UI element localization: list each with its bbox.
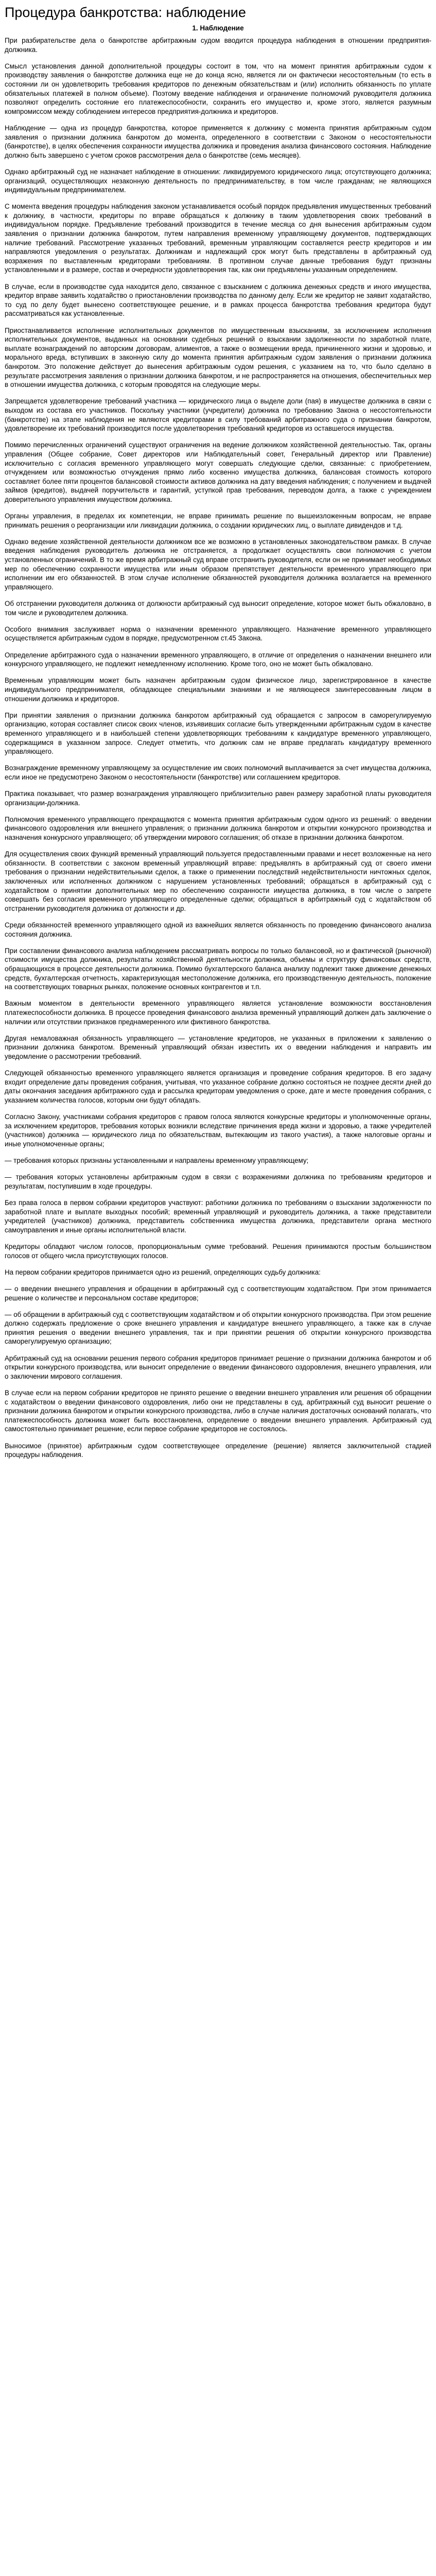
paragraph: Помимо перечисленных ограничений существуют ограничения на ведение должником хозяйственной деятельностью. Так, органы управления (Общее собрание, Совет директоров или Наблюдательный совет, Генеральный директор или Правление) исключительно с согласия временного управляющего могут совершать следующие сделки, связанные: с приобретением, отчуждением или возможностью отчуждения прямо либо косвенно имущества должника, балансовая стоимость которого составляет более пяти процентов балансовой стоимости активов должника на дату введения наблюдения; с получением и выдачей займов (кредитов), выдачей поручительств и гарантий, уступкой прав требования, переводом долга, а также с учреждением доверительного управления имуществом должника. bbox=[5, 441, 431, 503]
paragraph: Для осуществления своих функций временный управляющий пользуется предоставленными правами и несет возложенные на него обязанности. В соответствии с законом временный управляющий вправе: предъявлять в арбитражный суд от своего имени требования о признании недействительными сделок, а также о применении последствий недействительности ничтожных сделок, заключенных или исполненных должником с нарушением установленных требований; обращаться в арбитражный суд с ходатайством о принятии дополнительных мер по обеспечению сохранности имущества должника, в том числе о запрете совершать без согласия временного управляющего определенные сделки; обращаться в арбитражный суд с ходатайством об отстранении руководителя должника от должности и др. bbox=[5, 850, 431, 912]
paragraph: При разбирательстве дела о банкротстве арбитражным судом вводится процедура наблюдения в отношении предприятия-должника. bbox=[5, 37, 431, 54]
paragraph: Другая немаловажная обязанность управляющего — установление кредиторов, не указанных в приложении к заявлению о признании должника банкротом. Временный управляющий обязан известить их о введении наблюдения и направить им уведомление о рассмотрении требований. bbox=[5, 1034, 431, 1060]
paragraph: Важным моментом в деятельности временного управляющего является установление возможности восстановления платежеспособности должника. В процессе проведения финансового анализа временный управляющий должен дать заключение о наличии или отсутствии признаков преднамеренного или фиктивного банкротства. bbox=[5, 999, 431, 1026]
paragraph: Полномочия временного управляющего прекращаются с момента принятия арбитражным судом одного из решений: о введении финансового оздоровления или внешнего управления; о признании должника банкротом и открытии конкурсного производства и назначения конкурсного управляющего; об утверждении мирового соглашения; об отказе в признании должника банкротом. bbox=[5, 815, 431, 842]
paragraph: Арбитражный суд на основании решения первого собрания кредиторов принимает решение о признании должника банкротом и об открытии конкурсного производства, или выносит определение о введении финансового оздоровления, внешнего управления, или о заключении мирового соглашения. bbox=[5, 1354, 431, 1380]
section-heading: 1. Наблюдение bbox=[192, 24, 244, 32]
paragraph: Кредиторы обладают числом голосов, пропорциональным сумме требований. Решения принимаются простым большинством голосов от общего числа присутствующих голосов. bbox=[5, 1242, 431, 1260]
paragraph: Вознаграждение временному управляющему за осуществление им своих полномочий выплачивается за счет имущества должника, если иное не предусмотрено Законом о несостоятельности (банкротстве) или соглашением кредиторов. bbox=[5, 764, 431, 781]
paragraph: Однако ведение хозяйственной деятельности должником все же возможно в установленных законодательством рамках. В случае введения наблюдения руководитель должника не отстраняется, а продолжает осуществлять свои полномочия с учетом установленных ограничений. В то же время арбитражный суд вправе отстранить руководителя, если он не принимает необходимых мер по обеспечению сохранности имущества или иным образом препятствует деятельности временного управляющего при исполнении им его обязанностей. В этом случае исполнение обязанностей руководителя должника возлагается на временного управляющего. bbox=[5, 537, 431, 591]
paragraph: Среди обязанностей временного управляющего одной из важнейших является обязанность по проведению финансового анализа состояния должника. bbox=[5, 921, 431, 938]
paragraph: — об обращении в арбитражный суд с соответствующим ходатайством и об открытии конкурсного производства. При этом решение должно содержать предложение о сроке внешнего управления и кандидатуре внешнего управляющего, а также как в случае принятия решения о введении внешнего управления, так и при принятии решения об открытии конкурсного производства саморегулируемую организацию; bbox=[5, 1310, 431, 1346]
paragraph: Смысл установления данной дополнительной процедуры состоит в том, что на момент принятия арбитражным судом к производству заявления о банкротстве должника еще не до конца ясно, является ли он фактически несостоятельным (то есть в состоянии ли он удовлетворить требования кредиторов по денежным обязательствам и (или) исполнить обязанность по уплате обязательных платежей в полном объеме). Поэтому введение наблюдения и ограничение полномочий руководителя должника позволяют определить состояние его платежеспособности, сохранить его имущество и, кроме этого, является разумным компромиссом между соблюдением интересов предприятия-должника и кредиторов. bbox=[5, 62, 431, 115]
paragraph: Практика показывает, что размер вознаграждения управляющего приблизительно равен размеру заработной платы руководителя организации-должника. bbox=[5, 790, 431, 807]
paragraph: В случае если на первом собрании кредиторов не принято решение о введении внешнего управления или решения об обращении с ходатайством о введении финансового оздоровления, либо они не представлены в суд, арбитражный суд выносит решение о признании должника банкротом и открытии конкурсного производства, либо в случае наличия достаточных оснований полагать, что платежеспособность должника может быть восстановлена, определение о введении внешнего управления. Арбитражный суд самостоятельно принимает решение, если первое собрание кредиторов не состоялось. bbox=[5, 1389, 431, 1433]
paragraph: В случае, если в производстве суда находится дело, связанное с взысканием с должника денежных средств и иного имущества, кредитор вправе заявить ходатайство о приостановлении производства по данному делу. Если же кредитор не заявит ходатайство, то суд по делу будет вынесено соответствующее решение, и в рамках процесса банкротства требования кредитора будут рассматриваться как установленные. bbox=[5, 282, 431, 318]
article-body bbox=[5, 36, 431, 1460]
paragraph: — требования которых признаны установленными и направлены временному управляющему; bbox=[5, 1157, 309, 1164]
paragraph: Однако арбитражный суд не назначает наблюдение в отношении: ликвидируемого юридического лица; отсутствующего должника; организаций, осуществляющих незаконную деятельность по предпринимательству, в том числе гражданам; не являющихся индивидуальным предпринимателем. bbox=[5, 167, 431, 194]
paragraph: Определение арбитражного суда о назначении временного управляющего, в отличие от определения о назначении внешнего или конкурсного управляющего, не подлежит немедленному исполнению. Кроме того, оно не может быть обжаловано. bbox=[5, 651, 431, 668]
paragraph: — о введении внешнего управления и обращении в арбитражный суд с соответствующим ходатайством. При этом принимается решение о количестве и персональном составе кредиторов; bbox=[5, 1284, 431, 1302]
paragraph: Об отстранении руководителя должника от должности арбитражный суд выносит определение, которое может быть обжаловано, в том числе и руководителем должника. bbox=[5, 600, 431, 617]
paragraph: Органы управления, в пределах их компетенции, не вправе принимать решение по вышеизложенным вопросам, не вправе принимать решения о реорганизации или ликвидации должника, о создании юридических лиц, о выплате дивидендов и т.д. bbox=[5, 512, 431, 529]
paragraph: Приостанавливается исполнение исполнительных документов по имущественным взысканиям, за исключением исполнения исполнительных документов, выданных на основании судебных решений о взыскании задолженности по заработной плате, выплате вознаграждений по авторским договорам, алиментов, а также о возмещении вреда, причиненного жизни и здоровью, и морального вреда, вступивших в законную силу до момента принятия арбитражным судом заявления о признании должника банкротом. Это положение действует до вынесения арбитражным судом решения, с указанием на то, что было сделано в результате рассмотрения заявления о признании должника банкротом, и не распространяется на отношения, обеспечительных мер в отношении имущества должника, с которым проводятся на следующие меры. bbox=[5, 326, 431, 389]
paragraph: При составлении финансового анализа наблюдением рассматривать вопросы по только балансовой, но и фактической (рыночной) стоимости имущества должника, результаты хозяйственной деятельности должника, объемы и структуру финансовых средств, обращающихся в процессе деятельности должника. Помимо бухгалтерского баланса анализу подлежит также движение денежных средств, бухгалтерская отчетность, характеризующая местоположение должника, его производственную деятельность, положение на соответствующих товарных рынках, положение основных контрагентов и т.п. bbox=[5, 946, 431, 991]
paragraph: Без права голоса в первом собрании кредиторов участвуют: работники должника по требованиям о взыскании задолженности по заработной плате и выплате выходных пособий; временный управляющий и руководитель должника, а также представители учредителей (участников) должника, представитель собственника имущества должника, представители органа местного самоуправления и иные органы исполнительной власти. bbox=[5, 1198, 431, 1234]
paragraph: На первом собрании кредиторов принимается одно из решений, определяющих судьбу должника: bbox=[5, 1268, 321, 1276]
paragraph: Согласно Закону, участниками собрания кредиторов с правом голоса являются конкурсные кредиторы и уполномоченные органы, за исключением кредиторов, требования которых возникли вследствие причинения вреда жизни и здоровью, а также учредителей (участников) должника — юридического лица по обязательствам, вытекающим из такого участия), а также налоговые органы и иные уполномоченные органы; bbox=[5, 1113, 431, 1148]
paragraph: Запрещается удовлетворение требований участника — юридического лица о выделе доли (пая) в имуществе должника в связи с выходом из состава его участников. Поскольку участники (учредители) должника по требованию Закона о несостоятельности (банкротстве) на этапе наблюдения не являются кредиторами в силу требований арбитражного суда о признании банкротом, удовлетворение их требований производится после удовлетворения требований кредиторов из оставшегося имущества. bbox=[5, 397, 431, 433]
paragraph: Особого внимания заслуживает норма о назначении временного управляющего. Назначение временного управляющего осуществляется арбитражным судом в порядке, предусмотренном ст.45 Закона. bbox=[5, 625, 431, 642]
paragraph: С момента введения процедуры наблюдения законом устанавливается особый порядок предъявления имущественных требований к должнику, в частности, кредиторы по вправе обращаться к должнику в таким удовлетворения своих требований в индивидуальном порядке. Предъявление требований производится в течение месяца со дня вынесения арбитражным судом заявления о признании должника банкротом, путем направления временному управляющему документов, подтверждающих наличие требований. Рассмотрение указанных требований, временным управляющим составляется реестр кредиторов и им направляются уведомления о результатах. Должникам и надлежащий срок могут быть представлены в арбитражный суд возражения по выставленным кредиторами требованиям. В противном случае данные требования будут признаны установленными и в размере, состав и очередности удовлетворения так, как они предъявлены указанным определением. bbox=[5, 202, 431, 274]
paragraph: Временным управляющим может быть назначен арбитражным судом физическое лицо, зарегистрированное в качестве индивидуального предпринимателя, обладающее специальными знаниями и не являющееся заинтересованным лицом в отношении должника и кредиторов. bbox=[5, 676, 431, 703]
paragraph: Наблюдение — одна из процедур банкротства, которое применяется к должнику с момента принятия арбитражным судом заявления о признании должника банкротом до момента, определенного в соответствии с Законом о несостоятельности (банкротстве), в целях обеспечения сохранности имущества должника и проведения анализа финансового состояния. Наблюдение должно быть завершено с учетом сроков рассмотрения дела о банкротстве (семь месяцев). bbox=[5, 124, 431, 159]
page-title: Процедура банкротства: наблюдение bbox=[5, 5, 246, 20]
paragraph: — требования которых установлены арбитражным судом в связи с возражениями должника по требованиям кредиторов и результатам, поступившим в ходе процедуры. bbox=[5, 1173, 431, 1190]
paragraph: Следующей обязанностью временного управляющего является организация и проведение собрания кредиторов. В его задачу входит определение даты проведения собрания, учитывая, что указанное собрание должно состояться не позднее десяти дней до даты окончания заседания арбитражного суда и рассылка кредиторам уведомления о сроке, дате и месте проведения собрания, с указанием количества голосов, которым они будут обладать. bbox=[5, 1069, 431, 1104]
paragraph: Выносимое (принятое) арбитражным судом соответствующее определение (решение) является заключительной стадией процедуры наблюдения. bbox=[5, 1442, 431, 1459]
paragraph: При принятии заявления о признании должника банкротом арбитражный суд обращается с запросом в саморегулируемую организацию, которая составляет список своих членов, изъявивших согласие быть утвержденными арбитражным судом в качестве временного управляющего и в наибольшей степени удовлетворяющих требованиям к кандидатуре временного управляющего, содержащимся в указанном запросе. Следует отметить, что должник сам не вправе предлагать кандидатуру временного управляющего. bbox=[5, 711, 431, 756]
